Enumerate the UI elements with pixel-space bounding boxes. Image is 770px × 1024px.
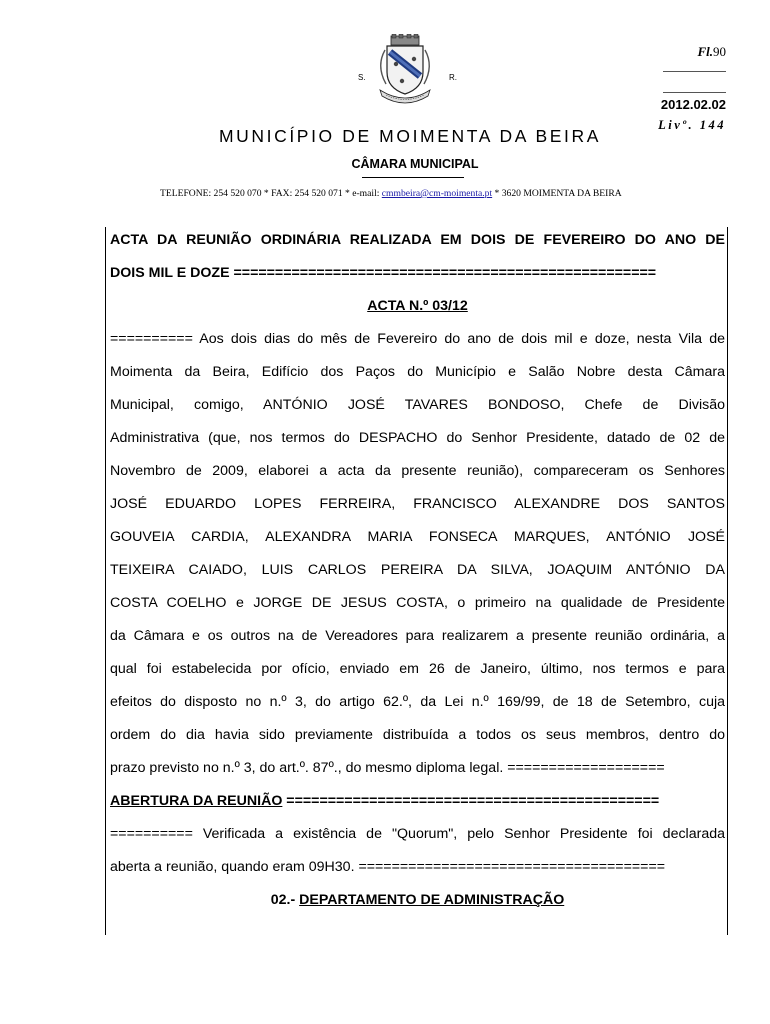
body-line: prazo previsto no n.º 3, do art.º. 87º., do mesmo diploma legal. =================== xyxy=(110,760,665,776)
crest-left-letter: S. xyxy=(358,73,366,82)
section-heading xyxy=(110,891,725,909)
folio-number: 90 xyxy=(713,44,726,59)
section-title: DEPARTAMENTO DE ADMINISTRAÇÃO xyxy=(299,892,565,908)
opening-heading: ABERTURA DA REUNIÃO xyxy=(110,793,283,809)
contact-line xyxy=(160,188,622,199)
municipal-crest-icon xyxy=(366,34,444,106)
body-line: Administrativa (que, nos termos do DESPACHO do Senhor Presidente, datado de 02 de xyxy=(110,430,725,446)
book-number: Livº. 144 xyxy=(658,118,726,132)
body-line: efeitos do disposto no n.º 3, do artigo 62.º, da Lei n.º 169/99, de 18 de Setembro, cuja xyxy=(110,694,725,710)
folio-label: Fl. xyxy=(697,44,713,59)
contact-phone-fax: TELEFONE: 254 520 070 * FAX: 254 520 071 * e-mail: xyxy=(160,188,382,199)
body-line: JOSÉ EDUARDO LOPES FERREIRA, FRANCISCO ALEXANDRE DOS SANTOS xyxy=(110,496,725,512)
minutes-title-line-1: ACTA DA REUNIÃO ORDINÁRIA REALIZADA EM DOIS DE FEVEREIRO DO ANO DE xyxy=(110,232,725,248)
section-number: 02.- xyxy=(270,892,300,908)
chamber-underline xyxy=(362,177,464,178)
body-line: Municipal, comigo, ANTÓNIO JOSÉ TAVARES BONDOSO, Chefe de Divisão xyxy=(110,397,725,413)
contact-address: * 3620 MOIMENTA DA BEIRA xyxy=(492,188,622,199)
body-line: qual foi estabelecida por ofício, enviado em 26 de Janeiro, último, nos termos e para xyxy=(110,661,725,677)
opening-line: aberta a reunião, quando eram 09H30. ===================================== xyxy=(110,859,666,875)
body-line: GOUVEIA CARDIA, ALEXANDRA MARIA FONSECA MARQUES, ANTÓNIO JOSÉ xyxy=(110,529,725,545)
chamber-name: CÂMARA MUNICIPAL xyxy=(351,157,479,171)
act-number-text: ACTA N.º 03/12 xyxy=(367,298,468,314)
opening-line: ========== Verificada a existência de "Quorum", pelo Senhor Presidente foi declarada xyxy=(110,826,725,842)
body-line: COSTA COELHO e JORGE DE JESUS COSTA, o primeiro na qualidade de Presidente xyxy=(110,595,725,611)
body-line: da Câmara e os outros na de Vereadores para realizarem a presente reunião ordinária, a xyxy=(110,628,725,644)
minutes-title-line-2: DOIS MIL E DOZE =================================================== xyxy=(110,265,657,281)
act-number xyxy=(110,297,725,315)
municipality-name: MUNICÍPIO DE MOIMENTA DA BEIRA xyxy=(218,126,602,146)
contact-email-link[interactable]: cmmbeira@cm-moimenta.pt xyxy=(381,188,493,199)
meeting-date: 2012.02.02 xyxy=(660,97,726,112)
folio-mark xyxy=(697,44,726,60)
crest-right-letter: R. xyxy=(449,73,457,82)
opening-heading-line xyxy=(110,792,725,810)
folio-rule-1 xyxy=(663,71,726,72)
body-line: Moimenta da Beira, Edifício dos Paços do Município e Salão Nobre desta Câmara xyxy=(110,364,725,380)
opening-heading-fill: ============================================= xyxy=(282,793,660,809)
body-line: ========== Aos dois dias do mês de Fevereiro do ano de dois mil e doze, nesta Vila de xyxy=(110,331,725,347)
folio-rule-2 xyxy=(663,92,726,93)
body-line: Novembro de 2009, elaborei a acta da presente reunião), compareceram os Senhores xyxy=(110,463,725,479)
body-line: TEIXEIRA CAIADO, LUIS CARLOS PEREIRA DA SILVA, JOAQUIM ANTÓNIO DA xyxy=(110,562,725,578)
body-line: ordem do dia havia sido previamente distribuída a todos os seus membros, dentro do xyxy=(110,727,725,743)
